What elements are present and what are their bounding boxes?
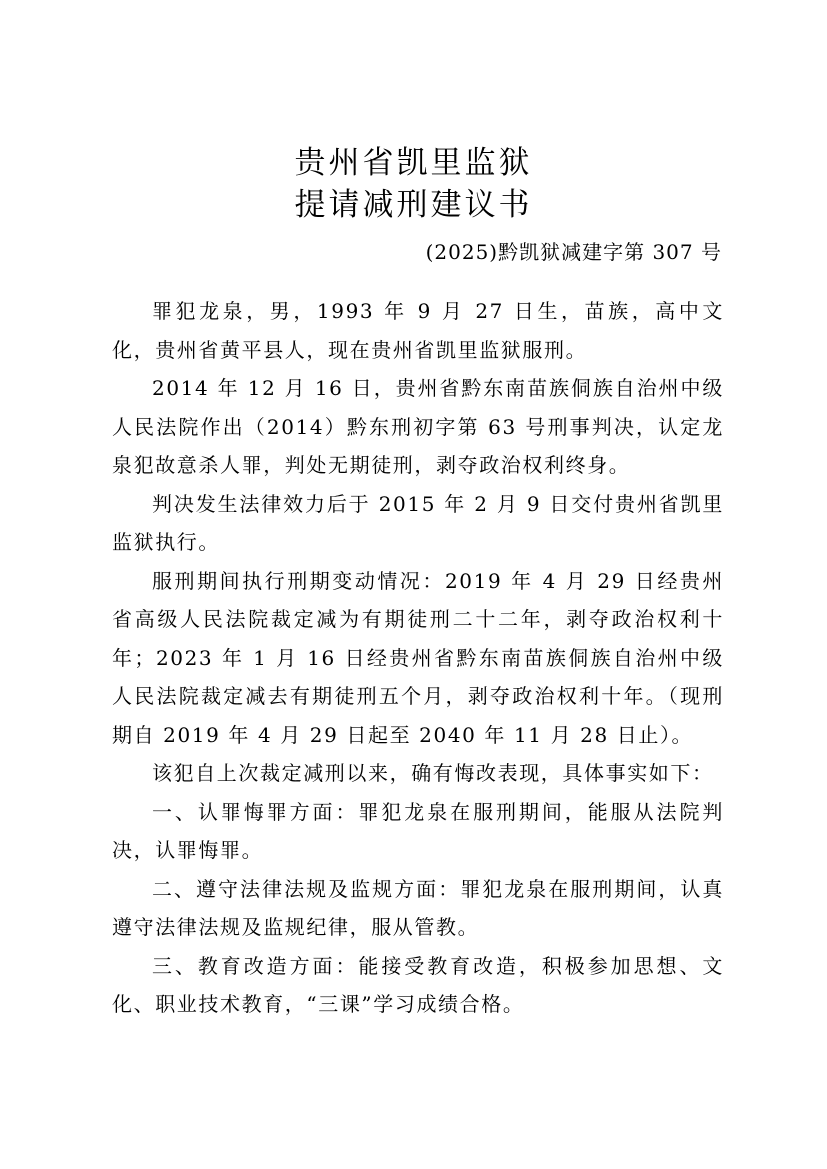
document-body — [112, 292, 724, 1024]
paragraph-education: 三、教育改造方面：能接受教育改造，积极参加思想、文化、职业技术教育，“三课”学习成绩合格。 — [112, 953, 724, 1016]
paragraph-judgment: 2014 年 12 月 16 日，贵州省黔东南苗族侗族自治州中级人民法院作出（2014）黔东刑初字第 63 号刑事判决，认定龙泉犯故意杀人罪，判处无期徒刑，剥夺政治权利终身。 — [112, 376, 724, 477]
paragraph-repentance-intro: 该犯自上次裁定减刑以来，确有悔改表现，具体事实如下： — [152, 761, 714, 785]
paragraph-delivery: 判决发生法律效力后于 2015 年 2 月 9 日交付贵州省凯里监狱执行。 — [112, 491, 724, 554]
document-title: 提请减刑建议书 — [294, 187, 533, 223]
paragraph-criminal-info: 罪犯龙泉，男，1993 年 9 月 27 日生，苗族，高中文化，贵州省黄平县人，现在贵州省凯里监狱服刑。 — [112, 299, 724, 362]
document-number: (2025)黔凯狱减建字第 307 号 — [425, 240, 722, 264]
paragraph-sentence-changes: 服刑期间执行刑期变动情况：2019 年 4 月 29 日经贵州省高级人民法院裁定减为有期徒刑二十二年，剥夺政治权利十年；2023 年 1 月 16 日经贵州省黔东南苗族侗族自治州中级人民法院裁定减去有期徒刑五个月，剥夺政治权利十年。（现刑期自 2019 年 4 月 29 日起至 2040 年 11 月 28 日止）。 — [112, 568, 724, 747]
document-title-institution: 贵州省凯里监狱 — [294, 145, 533, 181]
paragraph-discipline: 二、遵守法律法规及监规方面：罪犯龙泉在服刑期间，认真遵守法律法规及监规纪律，服从管教。 — [112, 876, 724, 939]
paragraph-confession: 一、认罪悔罪方面：罪犯龙泉在服刑期间，能服从法院判决，认罪悔罪。 — [112, 799, 724, 862]
